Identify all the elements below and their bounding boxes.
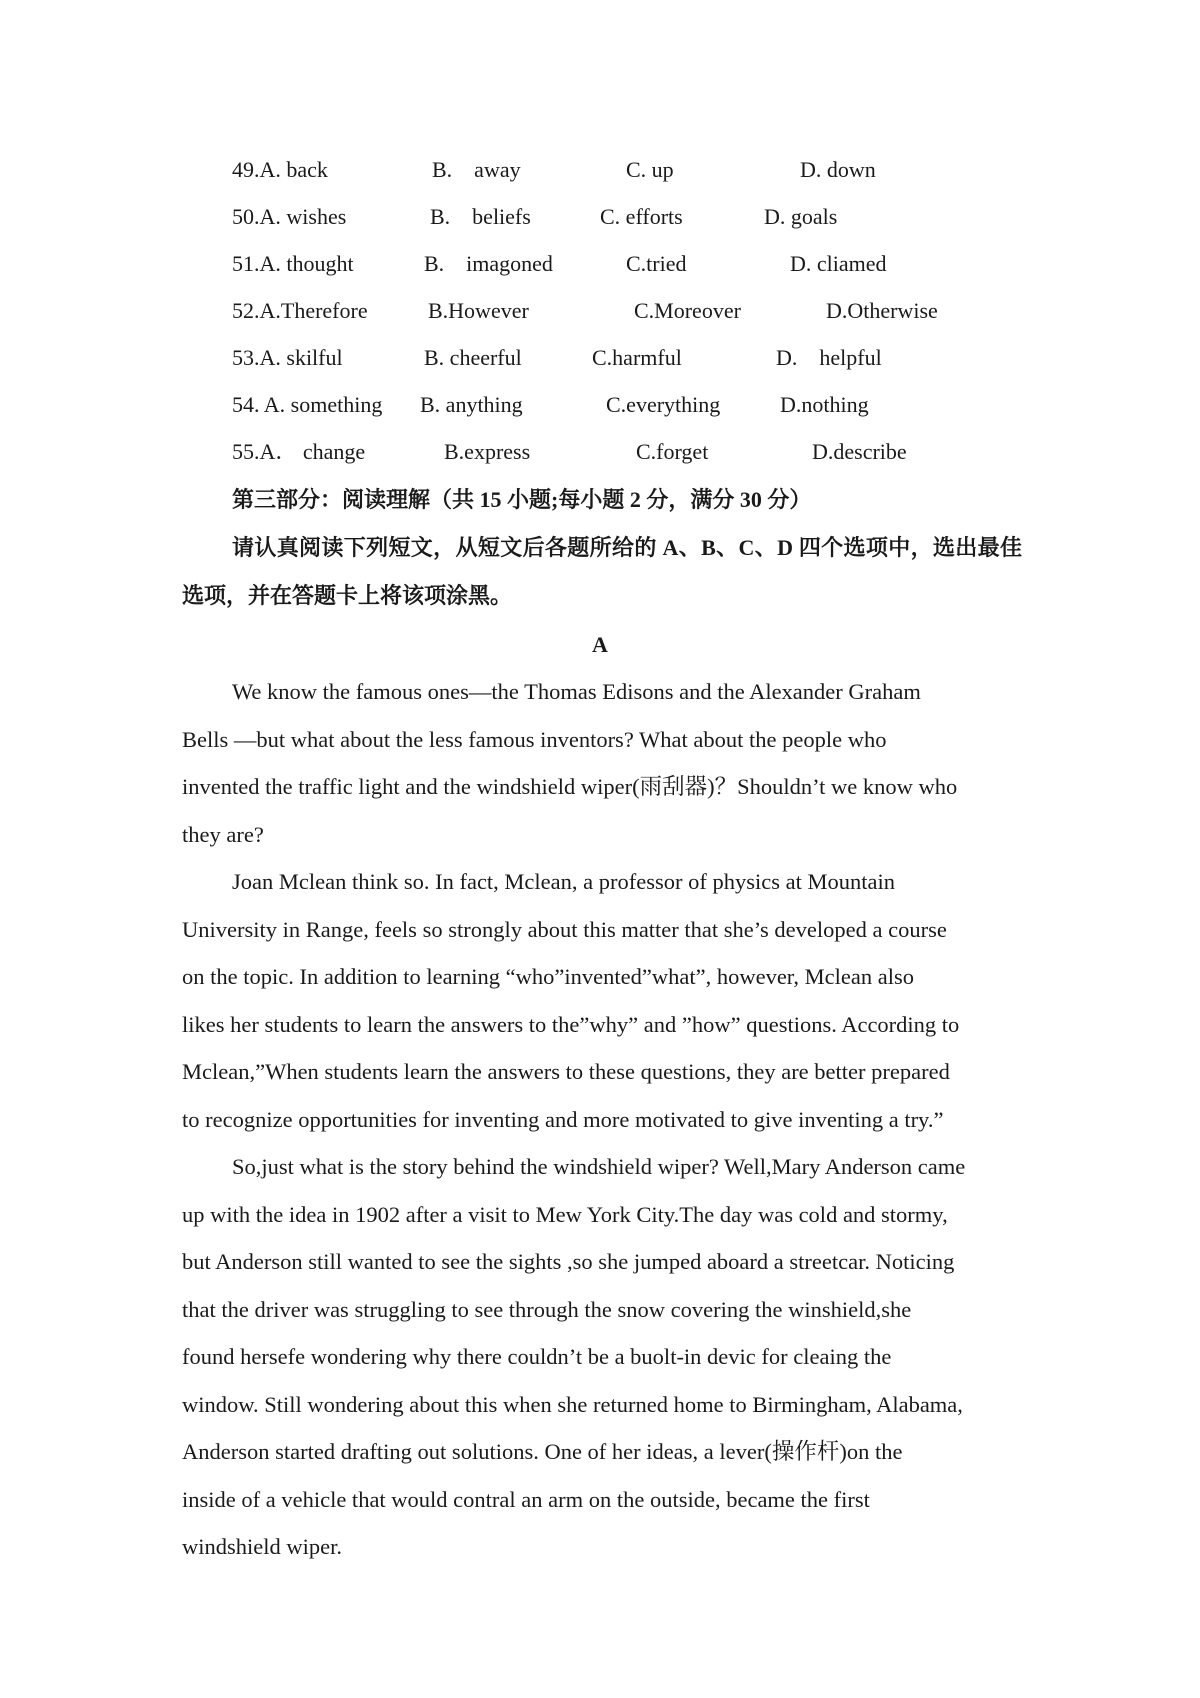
text-line: but Anderson still wanted to see the sights ,so she jumped aboard a streetcar. Noticing (182, 1249, 955, 1274)
option-d: D.Otherwise (826, 298, 938, 323)
paragraph-1 (182, 668, 1027, 858)
option-b: B.However (428, 298, 529, 323)
option-c: C.Moreover (634, 298, 741, 323)
option-a: 53.A. skilful (232, 345, 343, 370)
paragraph-2 (182, 858, 1027, 1143)
text-line: likes her students to learn the answers to the”why” and ”how” questions. According to (182, 1011, 960, 1037)
option-a: 49.A. back (232, 157, 328, 182)
option-d: D.describe (812, 439, 907, 464)
text-line: Mclean,”When students learn the answers to these questions, they are better prepared (182, 1059, 950, 1084)
text-line: to recognize opportunities for inventing and more motivated to give inventing a try.” (182, 1106, 944, 1132)
option-d: D. goals (764, 204, 838, 229)
text-line: up with the idea in 1902 after a visit to Mew York City.The day was cold and stormy, (182, 1201, 948, 1227)
option-c: C.tried (626, 251, 687, 276)
option-c: C.everything (606, 392, 721, 417)
part3-heading: 第三部分：阅读理解（共 15 小题;每小题 2 分，满分 30 分） (232, 487, 812, 512)
text-line: they are? (182, 821, 264, 847)
option-d: D.nothing (780, 392, 869, 417)
option-c: C. up (626, 157, 674, 182)
option-b: B. away (432, 157, 521, 182)
instruction-line-1: 请认真阅读下列短文，从短文后各题所给的 A、B、C、D 四个选项中，选 (232, 535, 956, 560)
option-b: B. anything (420, 392, 523, 417)
option-c: C. efforts (600, 204, 683, 229)
instruction (182, 524, 1022, 620)
option-b: B.express (444, 439, 531, 464)
text-line: Bells —but what about the less famous inventors? What about the people who (182, 726, 887, 752)
text-line: We know the famous ones—the Thomas Edisons and the Alexander Graham (232, 679, 921, 704)
option-b: B. beliefs (430, 204, 531, 229)
text-line: that the driver was struggling to see through the snow covering the winshield,she (182, 1296, 912, 1322)
option-d: D. helpful (776, 345, 882, 370)
option-b: B. imagoned (424, 251, 553, 276)
option-d: D. down (800, 157, 876, 182)
option-a: 52.A.Therefore (232, 298, 368, 323)
text-line: window. Still wondering about this when she returned home to Birmingham, Alabama, (182, 1391, 963, 1417)
text-line: found hersefe wondering why there couldn’t be a buolt-in devic for cleaing the (182, 1344, 892, 1369)
paragraph-3 (182, 1143, 1027, 1571)
text-line: windshield wiper. (182, 1534, 342, 1559)
option-c: C.harmful (592, 345, 682, 370)
instruction-line-2: 出最佳选项，并在答题卡上将该项涂黑。 (182, 535, 1022, 608)
text-line: invented the traffic light and the windshield wiper(雨刮器)？Shouldn’t we know who (182, 774, 958, 799)
option-d: D. cliamed (790, 251, 887, 276)
option-a: 50.A. wishes (232, 204, 347, 229)
option-a: 51.A. thought (232, 251, 354, 276)
text-line: University in Range, feels so strongly about this matter that she’s developed a course (182, 916, 947, 942)
option-c: C.forget (636, 439, 709, 464)
option-a: 54. A. something (232, 392, 383, 417)
text-line: Joan Mclean think so. In fact, Mclean, a professor of physics at Mountain (232, 869, 895, 894)
text-line: on the topic. In addition to learning “who”invented”what”, however, Mclean also (182, 964, 914, 989)
option-a: 55.A． change (232, 439, 366, 464)
text-line: Anderson started drafting out solutions. One of her ideas, a lever(操作杆)on the (182, 1439, 903, 1464)
option-b: B. cheerful (424, 345, 522, 370)
section-letter: A (592, 632, 608, 657)
text-line: So,just what is the story behind the windshield wiper? Well,Mary Anderson came (232, 1154, 966, 1179)
text-line: inside of a vehicle that would contral an arm on the outside, became the first (182, 1486, 870, 1512)
